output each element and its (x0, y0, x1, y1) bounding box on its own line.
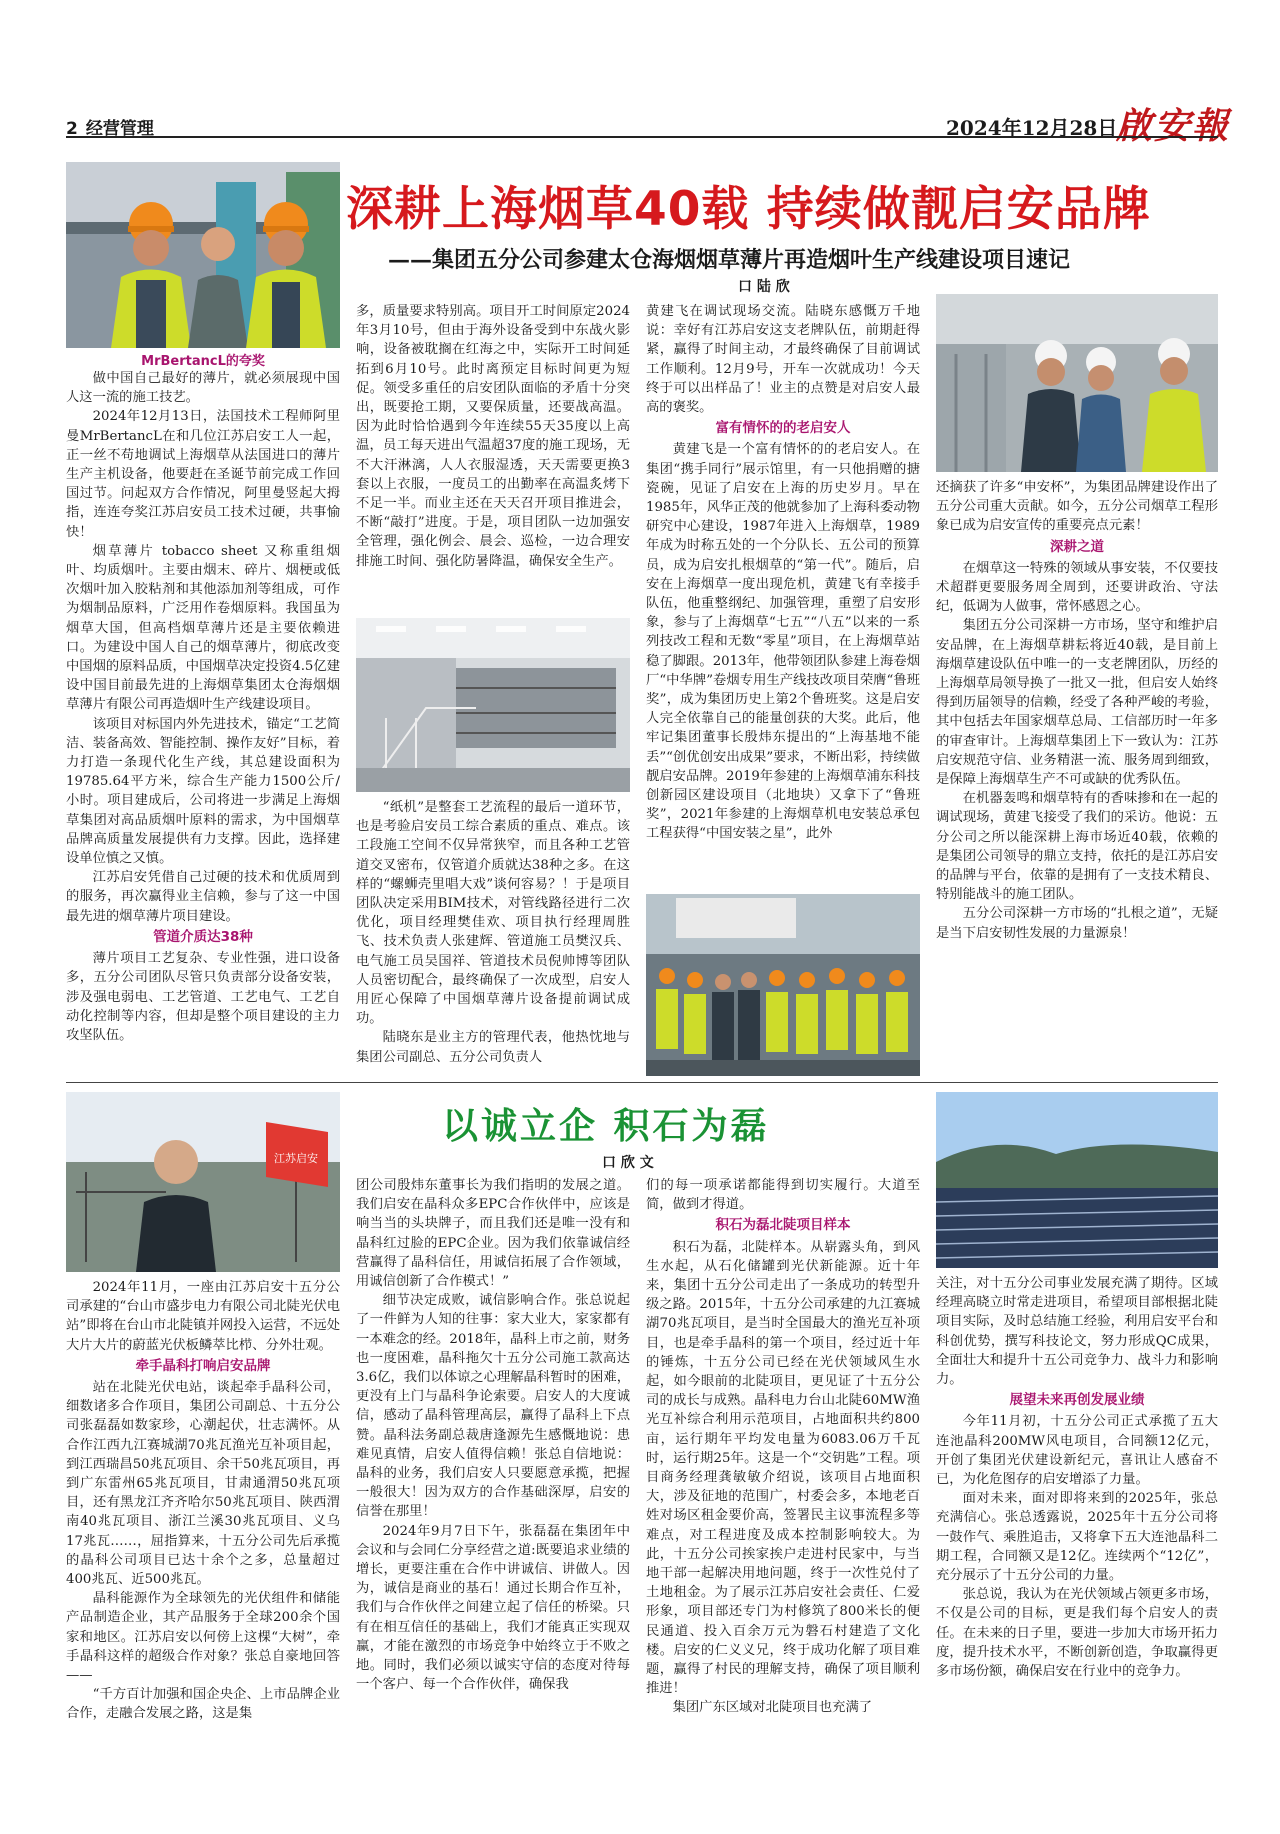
paragraph: 积石为磊，北陡样本。从崭露头角，到风生水起，从石化储罐到光伏新能源。近十年来，集团十五分公司走出了一条成功的转型升级之路。2015年，十五分公司承建的九江赛城湖70兆瓦项目，是当时全国最大的渔光互补项目，也是牵手晶科的第一个项目，经过近十年的锤炼，十五分公司已经在光伏领域风生水起，如今眼前的北陡项目，更见证了十五分公司的成长与成熟。晶科电力台山北陡60MW渔光互补综合利用示范项目，占地面积共约800亩，运行期年平均发电量为6083.06万千瓦时，运行期25年。这是一个“交钥匙”工程。项目商务经理龚敏敏介绍说，该项目占地面积大，涉及征地的范围广，村委会多，本地老百姓对场区租金要价高，签署民主议事流程多等难点，对工程进度及成本控制影响较大。为此，十五分公司挨家挨户走进村民家中，与当地干部一起解决用地问题，终于一次性兑付了土地租金。为了展示江苏启安社会责任、仁爱形象，项目部还专门为村修筑了800米长的便民通道、投入百余万元为磐石村建造了文化楼。启安的仁义义兄，终于成功化解了项目难题，赢得了村民的理解支持，确保了项目顺利推进！ (646, 1239, 920, 1697)
section-heading: 管道介质达38种 (153, 928, 253, 945)
masthead-logo: 啟安報 (1116, 105, 1231, 147)
article2-column-1 (66, 1278, 340, 1832)
workers-photo (66, 162, 340, 348)
solar-station-manager-photo (66, 1092, 340, 1272)
article1-column-4 (936, 478, 1218, 1074)
article1-column-1 (66, 369, 340, 1075)
paragraph: 江苏启安凭借自己过硬的技术和优质周到的服务，再次赢得业主信赖，参与了这一中国最先进的烟草薄片项目建设。 (66, 870, 340, 924)
paragraph: 关注，对十五分公司事业发展充满了期待。区域经理高晓立时常走进项目，希望项目部根据北陡项目实际，及时总结施工经验，利用启安平台和科创优势，撰写科技论文，努力形成QC成果，全面壮大和提升十五公司竞争力、战斗力和影响力。 (936, 1276, 1218, 1388)
paragraph: 张总说，我认为在光伏领域占领更多市场，不仅是公司的目标，更是我们每个启安人的责任。在未来的日子里，要进一步加大市场开拓力度，提升技术水平，不断创新创造，争取赢得更多市场份额，确保启安在行业中的竞争力。 (936, 1587, 1218, 1680)
section-heading: 牵手晶科打响启安品牌 (135, 1357, 271, 1374)
paragraph: 在机器轰鸣和烟草特有的香味掺和在一起的调试现场，黄建飞接受了我们的采访。他说：五分公司之所以能深耕上海市场近40载，依赖的是集团公司领导的鼎立支持，依托的是江苏启安的品牌与平台，依靠的是拥有了一支技术精良、特别能战斗的施工团队。 (936, 791, 1218, 903)
photo1-caption: MrBertancL的夸奖 (141, 354, 265, 369)
paragraph: “千方百计加强和国企央企、上市品牌企业合作，走融合发展之路，这是集 (66, 1687, 340, 1722)
paragraph: 站在北陡光伏电站，谈起牵手晶科公司，细数诸多合作项目，集团公司副总、十五分公司张磊磊如数家珍，心潮起伏，壮志满怀。从合作江西九江赛城湖70兆瓦渔光互补项目起，到江西瑞昌50兆瓦项目、余干50兆瓦项目，再到广东雷州65兆瓦项目，甘肃通渭50兆瓦项目，还有黑龙江齐齐哈尔50兆瓦项目、陕西渭南40兆瓦项目、浙江兰溪30兆瓦项目、义乌17兆瓦……，屈指算来，十五分公司先后承揽的晶科公司项目已达十余个之多，总量超过400兆瓦、近500兆瓦。 (66, 1380, 340, 1588)
paragraph: 多，质量要求特别高。项目开工时间原定2024年3月10号，但由于海外设备受到中东战火影响，设备被耽搁在红海之中，实际开工时间延拓到6月10号。此时离预定目标时间更为短促。领受多重任的启安团队面临的矛盾十分突出，既要抢工期，又要保质量，还要战高温。因为此时恰恰遇到今年连续55天35度以上高温，员工每天进出气温超37度的施工现场，无不大汗淋漓，人人衣服湿透，天天需要更换3套以上衣服，一度员工的出勤率在高温炙烤下不足一半。而业主还在天天召开项目推进会，不断“敲打”进度。于是，项目团队一边加强安全管理，强化例会、晨会、巡检，一边合理安排施工时间、强化防暑降温，确保安全生产。 (356, 304, 630, 569)
paragraph: 2024年9月7日下午，张磊磊在集团年中会议和与会同仁分享经营之道:既要追求业绩的增长，更要注重在合作中讲诚信、讲做人。因为，诚信是商业的基石！通过长期合作互补，我们与合作伙伴之间建立起了信任的桥梁。只有在相互信任的基础上，我们才能真正实现双赢，才能在激烈的市场竞争中始终立于不败之地。同时，我们必须以诚实守信的态度对待每一个客户、每一个合作伙伴，确保我 (356, 1523, 630, 1693)
paragraph: 团公司殷炜东董事长为我们指明的发展之道。我们启安在晶科众多EPC合作伙伴中，应该是响当当的头块牌子，而且我们还是唯一没有和晶科红过脸的EPC企业。因为我们依靠诚信经营赢得了晶科信任，用诚信拓展了合作领域，用诚信创新了合作模式！” (356, 1178, 630, 1290)
section-name: 经营管理 (85, 119, 154, 139)
section-heading: 深耕之道 (1050, 538, 1104, 555)
issue-date: 2024年12月28日 (946, 116, 1118, 140)
paragraph: 今年11月初，十五分公司正式承揽了五大连池晶科200MW风电项目，合同额12亿元，开创了集团光伏建设新纪元，喜讯让人感奋不已，为化危图存的启安增添了力量。 (936, 1414, 1218, 1488)
header-rule (66, 136, 1218, 138)
paragraph: 集团五分公司深耕一方市场，坚守和维护启安品牌，在上海烟草耕耘将近40载，是目前上海烟草建设队伍中唯一的一支老牌团队，历经的上海烟草局领导换了一批又一批，但启安人始终得到历届领导的信赖，经受了各种严峻的考验，其中包括去年国家烟草总局、工信部历时一年多的审查审计。上海烟草集团上下一致认为：江苏启安规范守信、业务精湛一流、服务周到细致，是保障上海烟草生产不可或缺的优秀队伍。 (936, 618, 1218, 788)
paragraph: 薄片项目工艺复杂、专业性强，进口设备多，五分公司团队尽管只负责部分设备安装，涉及强电弱电、工艺管道、工艺电气、工艺自动化控制等内容，但却是整个项目建设的主力攻坚队伍。 (66, 951, 340, 1043)
page-number: 2 (66, 119, 78, 139)
article2-title: 以诚立企 积石为磊 (442, 1106, 770, 1147)
section-heading: 富有情怀的的老启安人 (715, 420, 851, 437)
paragraph: 面对未来，面对即将来到的2025年，张总充满信心。张总透露说，2025年十五分公司将一鼓作气、乘胜追击，又将拿下五大连池晶科二期工程，合同额又是12亿。连续两个“12亿”，充分展示了十五分公司的力量。 (936, 1491, 1218, 1584)
paragraph: 陆晓东是业主方的管理代表，他热忱地与集团公司副总、五分公司负责人 (356, 1030, 630, 1065)
paragraph: 2024年12月13日，法国技术工程师阿里曼MrBertancL在和几位江苏启安工人一起，正一丝不苟地调试上海烟草从法国进口的薄片生产主机设备，他要赶在圣诞节前完成工作回国过节。问起双方合作情况，阿里曼竖起大拇指，连连夸奖江苏启安员工技术过硬，共事愉快！ (66, 409, 340, 540)
article1-column-2-bottom (356, 798, 630, 1076)
article1-subtitle: ——集团五分公司参建太仓海烟烟草薄片再造烟叶生产线建设项目速记 (388, 247, 1071, 273)
inspection-photo (936, 294, 1218, 472)
paragraph: 做中国自己最好的薄片，就必须展现中国人这一流的施工技艺。 (66, 371, 340, 406)
article2-column-3 (646, 1176, 920, 1832)
paragraph: 集团广东区域对北陡项目也充满了 (672, 1700, 873, 1716)
paragraph: 黄建飞是一个富有情怀的的老启安人。在集团“携手同行”展示馆里，有一只他捐赠的搪瓷碗，见证了启安在上海的历史岁月。早在1985年，风华正茂的他就参加了上海科委动物研究中心建设，1987年进入上海烟草，1989年成为时称五处的一个分队长、五公司的预算员，成为启安扎根烟草的“第一代”。随后，启安在上海烟草一度出现危机，黄建飞有幸接手队伍，他重整纲纪、加强管理，重塑了启安形象，参与了上海烟草“七五”“八五”以来的一系列技改工程和无数“零星”项目，在上海烟草站稳了脚跟。2013年，他带领团队参建上海卷烟厂“中华牌”卷烟专用生产线技改项目荣膺“鲁班奖”，成为集团历史上第2个鲁班奖。这是启安人完全依靠自己的能量创获的大奖。此后，他牢记集团董事长殷炜东提出的“上海基地不能丢”“创优创安出成果”要求，不断出彩，持续做靓启安品牌。2019年参建的上海烟草浦东科技创新园区建设项目（北地块）又拿下了“鲁班奖”，2021年参建的上海烟草机电安装总承包工程获得“中国安装之星”，此外 (646, 442, 920, 842)
paragraph: 细节决定成败，诚信影响合作。张总说起了一件鲜为人知的往事：家大业大，家家都有一本难念的经。2018年，晶科上市之前，财务也一度困难，晶科拖欠十五分公司施工款高达3.6亿，我们以体谅之心理解晶科暂时的困难，更没有上门与晶科争论索要。启安人的大度诚信，感动了晶科管理高层，赢得了晶科上下点赞。晶科法务副总裁唐逢源先生感慨地说：患难见真情，启安人值得信赖！张总自信地说：晶科的业务，我们启安人只要愿意承揽，把握一般很大！因为双方的合作基础深厚，启安的信誉在那里！ (356, 1293, 630, 1520)
article1-title: 深耕上海烟草40载 持续做靓启安品牌 (346, 182, 1151, 237)
paragraph: 还摘获了许多“申安杯”，为集团品牌建设作出了五分公司重大贡献。如今，五分公司烟草工程形象已成为启安宣传的重要亮点元素！ (936, 480, 1218, 534)
paragraph: 在烟草这一特殊的领域从事安装，不仅要技术超群更要服务周全周到，还要讲政治、守法纪，低调为人做事，常怀感恩之心。 (936, 560, 1218, 615)
solar-farm-photo (936, 1092, 1218, 1268)
paragraph: 烟草薄片 tobacco sheet 又称重组烟叶、均质烟叶。主要由烟末、碎片、烟梗或低次烟叶加入胶粘剂和其他添加剂等组成，可作为烟制品原料，广泛用作卷烟原料。我国虽为烟草大国，但高档烟草薄片还是主要依赖进口。为建设中国人自己的烟草薄片，彻底改变中国烟的原料品质，中国烟草决定投资4.5亿建设中国目前最先进的上海烟草集团太仓海烟烟草薄片有限公司再造烟叶生产线建设项目。 (66, 543, 340, 713)
paragraph: 该项目对标国内外先进技术，锚定“工艺简洁、装备高效、智能控制、操作友好”目标，着力打造一条现代化生产线，其总建设面积为19785.64平方米，综合生产能力1500公斤/小时。项目建成后，公司将进一步满足上海烟草集团对高品质烟叶原料的需求，为中国烟草品牌高质量发展提供有力支撑。因此，选择建设单位慎之又慎。 (66, 716, 340, 867)
paragraph: 五分公司深耕一方市场的“扎根之道”，无疑是当下启安韧性发展的力量源泉！ (936, 906, 1218, 941)
paragraph: 黄建飞在调试现场交流。陆晓东感慨万千地说：幸好有江苏启安这支老牌队伍，前期赶得紧，赢得了时间主动，才最终确保了目前调试工作顺利。12月9号，开车一次就成功！今天终于可以出样品了！业主的点赞是对启安人最高的褒奖。 (646, 304, 920, 416)
article1-column-2-top (356, 302, 630, 612)
article2-column-2 (356, 1176, 630, 1832)
paragraph: 们的每一项承诺都能得到切实履行。大道至简，做到才得道。 (646, 1178, 920, 1213)
article1-byline: 口 陆 欣 (738, 279, 790, 295)
article1-column-3 (646, 302, 920, 890)
paragraph: 晶科能源作为全球领先的光伏组件和储能产品制造企业，其产品服务于全球200余个国家和地区。江苏启安以何傍上这棵“大树”，牵手晶科这样的超级合作对象？张总自豪地回答—— (66, 1591, 340, 1684)
article2-byline: 口 欣 文 (602, 1155, 654, 1171)
article-divider (66, 1082, 1218, 1083)
article2-column-4 (936, 1274, 1218, 1832)
banner-logo-text: 江苏启安 (274, 1152, 318, 1165)
factory-photo (356, 618, 630, 792)
group-photo (646, 894, 920, 1076)
section-heading: 展望未来再创发展业绩 (1009, 1392, 1145, 1409)
paragraph: 2024年11月，一座由江苏启安十五分公司承建的“台山市盛步电力有限公司北陡光伏电站”即将在台山市北陡镇并网投入运营，不远处大片大片的蔚蓝光伏板鳞萃比栉、分外壮观。 (66, 1280, 340, 1353)
section-heading: 积石为磊北陡项目样本 (715, 1217, 851, 1234)
paragraph: “纸机”是整套工艺流程的最后一道环节，也是考验启安员工综合素质的重点、难点。该工段施工空间不仅异常狭窄，而且各种工艺管道交叉密布，仅管道介质就达38种之多。在这样的“螺蛳壳里唱大戏”谈何容易？！于是项目团队决定采用BIM技术，对管线路径进行二次优化，项目经理樊佳欢、项目执行经理周胜飞、技术负责人张建辉、管道施工员樊汉兵、电气施工员吴国祥、管道技术员倪帅博等团队人员密切配合，最终确保了一次成型，启安人用匠心保障了中国烟草薄片设备提前调试成功。 (356, 800, 630, 1027)
